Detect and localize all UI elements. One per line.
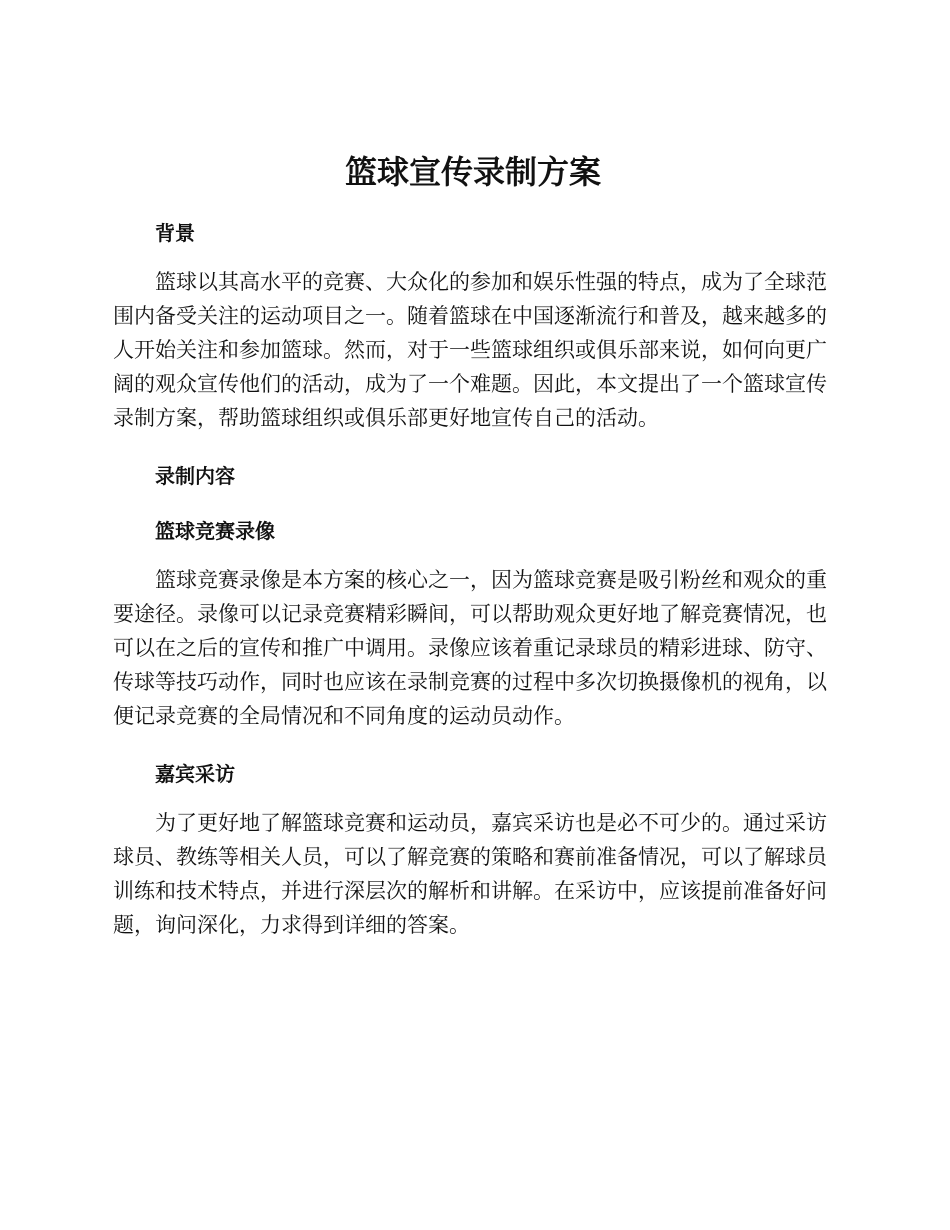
section-heading-guest-interview: 嘉宾采访 xyxy=(155,762,235,786)
spacer xyxy=(113,546,833,563)
section-heading-recording-content: 录制内容 xyxy=(155,464,235,488)
document-title: 篮球宣传录制方案 xyxy=(344,153,601,191)
spacer xyxy=(113,789,833,806)
document-content xyxy=(113,150,833,942)
section-heading-game-recording: 篮球竞赛录像 xyxy=(155,519,275,543)
spacer xyxy=(113,435,833,461)
paragraph-guest-interview: 为了更好地了解篮球竞赛和运动员，嘉宾采访也是必不可少的。通过采访球员、教练等相关人员，可以了解竞赛的策略和赛前准备情况，可以了解球员训练和技术特点，并进行深层次的解析和讲解。在采访中，应该提前准备好问题，询问深化，力求得到详细的答案。 xyxy=(113,811,827,937)
spacer xyxy=(113,491,833,516)
spacer xyxy=(113,248,833,265)
paragraph-game-recording: 篮球竞赛录像是本方案的核心之一，因为篮球竞赛是吸引粉丝和观众的重要途径。录像可以记录竞赛精彩瞬间，可以帮助观众更好地了解竞赛情况，也可以在之后的宣传和推广中调用。录像应该着重记录球员的精彩进球、防守、传球等技巧动作，同时也应该在录制竞赛的过程中多次切换摄像机的视角，以便记录竞赛的全局情况和不同角度的运动员动作。 xyxy=(113,568,827,728)
spacer xyxy=(113,733,833,759)
paragraph-background: 篮球以其高水平的竞赛、大众化的参加和娱乐性强的特点，成为了全球范围内备受关注的运动项目之一。随着篮球在中国逐渐流行和普及，越来越多的人开始关注和参加篮球。然而，对于一些篮球组织或俱乐部来说，如何向更广阔的观众宣传他们的活动，成为了一个难题。因此，本文提出了一个篮球宣传录制方案，帮助篮球组织或俱乐部更好地宣传自己的活动。 xyxy=(113,270,827,430)
section-heading-background: 背景 xyxy=(155,221,195,245)
